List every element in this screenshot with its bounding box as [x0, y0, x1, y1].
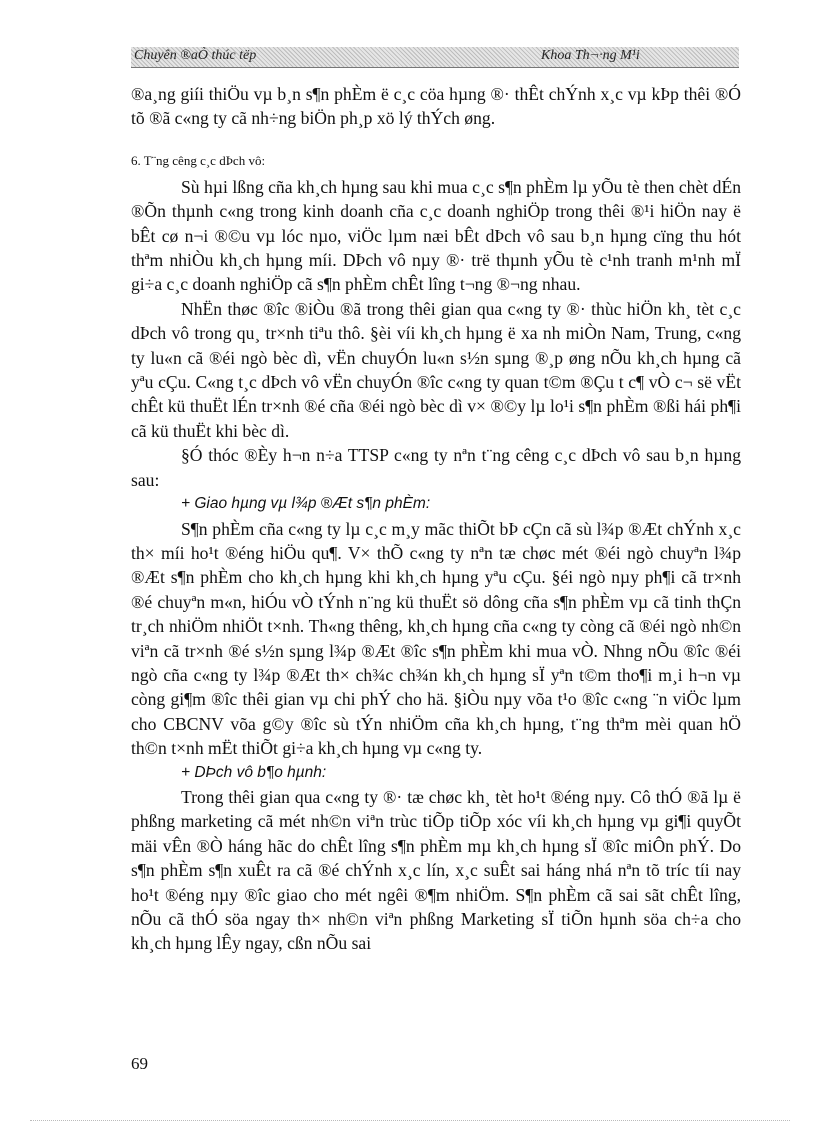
- running-header: [131, 47, 739, 68]
- paragraph: §Ó thóc ®Èy h¬n n÷a TTSP c«ng ty nªn t¨ng cêng c¸c dÞch vô sau b¸n hµng sau:: [131, 445, 741, 490]
- paragraph: NhËn thøc ®îc ®iÒu ®ã trong thêi gian qua c«ng ty ®· thùc hiÖn kh¸ tèt c¸c dÞch vô trong qu¸ tr×nh tiªu thô. §èi víi kh¸ch hµng ë xa nh miÒn Nam, Trung, c«ng ty lu«n cã ®éi ngò bèc dì, vËn chuyÓn lu«n s½n sµng ®¸p øng nÕu kh¸ch hµng cã yªu cÇu. C«ng t¸c dÞch vô vËn chuyÓn ®îc c«ng ty quan t©m ®Çu t c¶ vÒ c¬ së vËt chÊt kü thuËt lÉn tr×nh ®é cña ®éi ngò bèc dì v× ®©y lµ lo¹i s¶n phÈm ®ßi hái ph¶i cã kü thuËt khi bèc dì.: [131, 298, 741, 441]
- paragraph: S¶n phÈm cña c«ng ty lµ c¸c m¸y mãc thiÕt bÞ cÇn cã sù l¾p ®Æt chÝnh x¸c th× míi ho¹t ®éng hiÖu qu¶. V× thÕ c«ng ty nªn tæ chøc mét ®éi ngò chuyªn l¾p ®Æt s¶n phÈm cho kh¸ch hµng khi kh¸ch hµng yªu cÇu. §éi ngò nµy ph¶i cã tr×nh ®é chuyªn m«n, hiÓu vÒ tÝnh n¨ng kü thuËt sö dông cña s¶n phÈm vµ cã tinh thÇn tr¸ch nhiÖm nhiÖt t×nh. Th«ng thêng, kh¸ch hµng cña c«ng ty còng cã ®éi ngò nh©n viªn cã tr×nh ®é s½n sµng l¾p ®Æt ®îc s¶n phÈm khi mua vÒ. Nhng nÕu ®îc ®éi ngò cña c«ng ty l¾p ®Æt th× ch¾c ch¾n kh¸ch hµng sÏ yªn t©m tho¶i m¸i h¬n vµ còng gi¶m ®îc thêi gian vµ chi phÝ cho hä. §iÒu nµy võa t¹o ®îc c«ng ¨n viÖc lµm cho CBCNV võa g©y ®îc sù tÝn nhiÖm cña kh¸ch hµng, t¨ng thªm mèi quan hÖ th©n t×nh mËt thiÕt gi÷a kh¸ch hµng vµ c«ng ty.: [131, 518, 741, 759]
- paragraph: Trong thêi gian qua c«ng ty ®· tæ chøc kh¸ tèt ho¹t ®éng nµy. Cô thÓ ®ã lµ ë phßng marketing cã mét nh©n viªn trùc tiÕp tiÕp xóc víi kh¸ch hµng vµ gi¶i quyÕt mäi vÊn ®Ò háng hãc do chÊt lîng s¶n phÈm mµ kh¸ch hµng sÏ ®îc miÔn phÝ. Do s¶n phÈm s¶n xuÊt ra cã ®é chÝnh x¸c lín, x¸c suÊt sai háng nhá nªn tõ tríc tíi nay ho¹t ®éng nµy ®îc giao cho mét ngêi ®¶m nhiÖm. S¶n phÈm cã sai sãt chÊt lîng, nÕu cã thÓ söa ngay th× nh©n viªn phßng Marketing sÏ tiÕn hµnh söa ch÷a cho kh¸ch hµng lÊy ngay, cßn nÕu sai: [131, 786, 741, 954]
- paragraph: Sù hµi lßng cña kh¸ch hµng sau khi mua c¸c s¶n phÈm lµ yÕu tè then chèt dÉn ®Õn thµnh c«ng trong kinh doanh cña c¸c doanh nghiÖp trong thêi ®¹i hiÖn nay ë bÊt cø n¬i ®©u vµ lóc nµo, viÖc lµm næi bÊt dÞch vô sau b¸n hµng cïng thu hót thªm nhiÒu kh¸ch hµng míi. DÞch vô nµy ®· trë thµnh yÕu tè c¹nh tranh m¹nh mÏ gi÷a c¸c doanh nghiÖp cã s¶n phÈm chÊt lîng t¬ng ®¬ng nhau.: [131, 176, 741, 295]
- section-title: 6. T¨ng cêng c¸c dÞch vô:: [131, 152, 266, 168]
- header-right-text: Khoa Th¬·ng M¹i: [541, 48, 640, 63]
- subheading-warranty: + DÞch vô b¶o hµnh:: [181, 763, 327, 781]
- page-body: [131, 82, 741, 956]
- header-left-text: Chuyên ®aÒ thúc tëp: [134, 48, 257, 63]
- paragraph: ®a¸ng giíi thiÖu vµ b¸n s¶n phÈm ë c¸c cöa hµng ®· thÊt chÝnh x¸c vµ kÞp thêi ®Ó tõ ®ã c«ng ty cã nh÷ng biÖn ph¸p xö lý thÝch øng.: [131, 84, 741, 129]
- footer-divider: [30, 1120, 790, 1121]
- page-number: 69: [131, 1054, 148, 1073]
- subheading-delivery: + Giao hµng vµ l¾p ®Æt s¶n phÈm:: [181, 495, 431, 513]
